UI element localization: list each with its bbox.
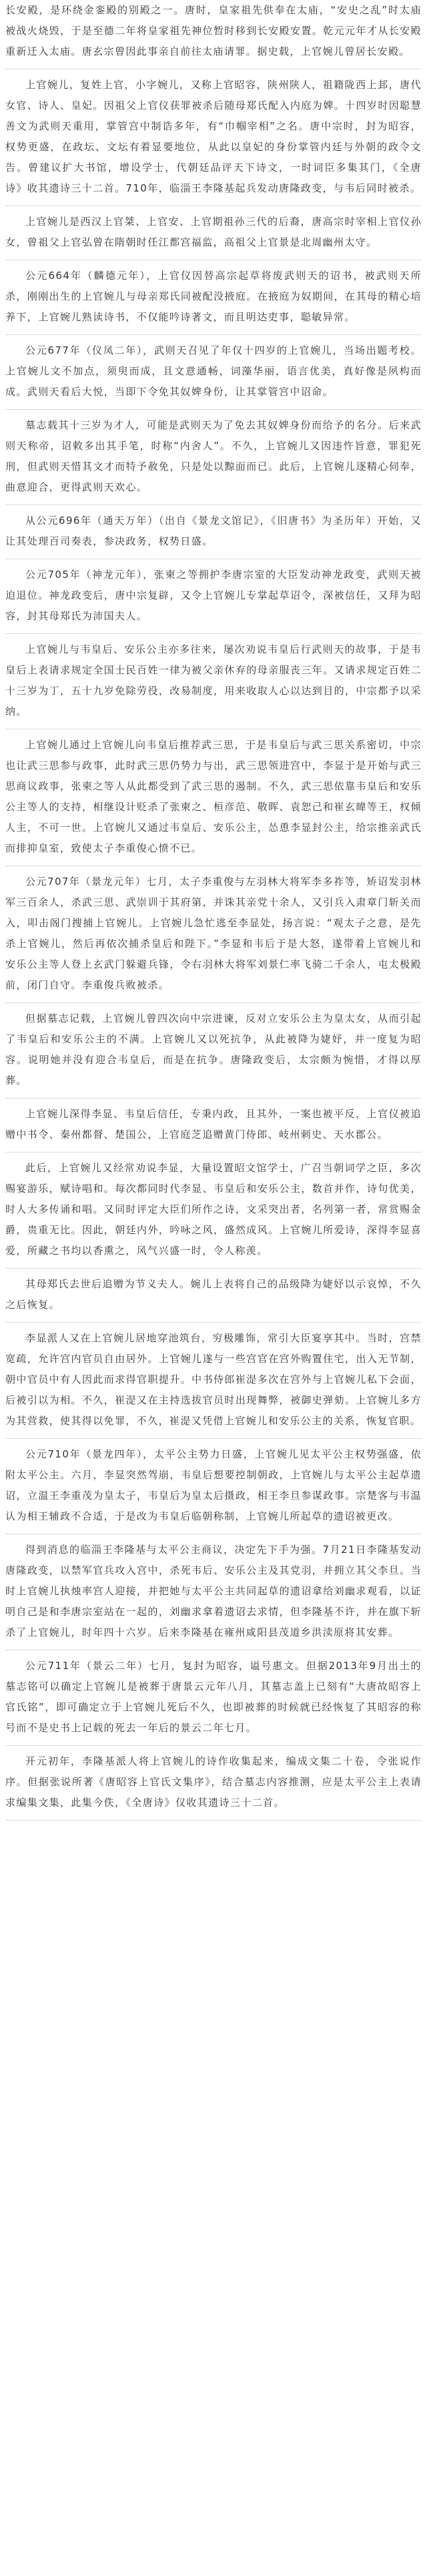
paragraph-14: 此后，上官婉儿又经常劝说李显，大量设置昭文馆学士，广召当朝词学之臣，多次赐宴游乐，赋诗唱和。每次都同时代李显、韦皇后和安乐公主，数首并作，诗句优美，时人大多传诵和唱。又同时评定大臣们所作之诗，文采突出者，名列第一者，常赏赐金爵，贵重无比。因此，朝廷内外，吟咏之风，盛然成风。上官婉儿所爱诗，深得李显喜爱，所藏之书均以香熏之，风气兴盛一时，令人称羡。 — [5, 1153, 422, 1269]
paragraph-11: 公元707年（景龙元年）七月，太子李重俊与左羽林大将军李多祚等，矫诏发羽林军三百余人，杀武三思、武崇训于其府第，并诛其亲党十余人，又引兵入肃章门斩关而入，叩击阁门搜捕上官婉儿。上官婉儿急忙逃至李显处，扬言说：“观太子之意，是先杀上官婉儿，然后再依次捕杀皇后和陛下。”李显和韦后于是大怒，遂带着上官婉儿和安乐公主等人登上玄武门躲避兵锋，令右羽林大将军刘景仁率飞骑二千余人，屯太极殿前，闭门自守。李重俊兵败被杀。 — [5, 866, 422, 1003]
paragraph-6: 墓志载其十三岁为才人，可能是武则天为了免去其奴婢身份而给予的名分。后来武则天称帝，诏敕多出其手笔，时称“内舍人”。不久，上官婉儿又因违忤旨意，罪犯死刑，但武则天惜其文才而特予赦免，只是处以黥面而已。此后，上官婉儿逐精心伺奉，曲意迎合，更得武则天欢心。 — [5, 410, 422, 505]
paragraph-15: 其母郑氏去世后追赠为节义夫人。婉儿上表将自己的品级降为婕妤以示哀悼，不久之后恢复。 — [5, 1269, 422, 1323]
paragraph-18: 得到消息的临淄王李隆基与太平公主商议，决定先下手为强。7月21日李隆基发动唐隆政变，以禁军官兵攻入宫中，杀死韦后、安乐公主及其党羽，并拥立其父李旦。当时上官婉儿执烛率宫人迎接，并把她与太平公主共同起草的遗诏拿给刘幽求观看，以证明自己是和李唐宗室站在一起的，刘幽求拿着遗诏去求情，但李隆基不许，并在旗下斩杀了上官婉儿，时年四十六岁。后来李隆基在雍州咸阳县茂道乡洪渎原将其安葬。 — [5, 1534, 422, 1650]
paragraph-19: 公元711年（景云二年）七月，复封为昭容，谥号惠文。但据2013年9月出土的墓志铭可以确定上官婉儿是被葬于唐景云元年八月，其墓志盖上已刻有“大唐故昭容上官氏铭”，即可确定立于上官婉儿死后不久，也即被葬的时候就已经恢复了其昭容的称号而不是史书上记载的死去一年后的景云二年七月。 — [5, 1650, 422, 1746]
paragraph-5: 公元677年（仪凤二年），武则天召见了年仅十四岁的上官婉儿，当场出题考校。上官婉儿文不加点，须臾而成，且文意通畅，词藻华丽，语言优美，真好像是夙构而成。武则天看后大悦，当即下令免其奴婢身份，让其掌管宫中诏命。 — [5, 335, 422, 410]
paragraph-20: 开元初年，李隆基派人将上官婉儿的诗作收集起来，编成文集二十卷，令张说作序。但据张说所著《唐昭容上官氏文集序》，结合墓志内容推测，应是太平公主上表请求编集文集，此集今佚，《全唐诗》仅收其遗诗三十二首。 — [5, 1746, 422, 1821]
paragraph-12: 但据墓志记载，上官婉儿曾四次向中宗进谏，反对立安乐公主为皇太女，从而引起了韦皇后和安乐公主的不满。上官婉儿又以死抗争，从此被降为婕妤，并一度复为昭容。说明她并没有迎合韦皇后，而是在抗争。唐隆政变后，太宗颇为惋惜，才得以厚葬。 — [5, 1003, 422, 1098]
paragraph-13: 上官婉儿深得李显、韦皇后信任，专秉内政，且其外，一案也被平反，上官仪被追赠中书令、秦州都督、楚国公，上官庭芝追赠黄门侍郎、岐州刺史、天水郡公。 — [5, 1098, 422, 1153]
paragraph-17: 公元710年（景龙四年），太平公主势力日盛，上官婉儿见太平公主权势强盛，依附太平公主。六月，李显突然驾崩，韦皇后想要控制朝政，上官婉儿与太平公主起草遗诏，立温王李重茂为皇太子，韦皇后为皇太后摄政，相王李旦参谋政事。宗楚客与韦温认为相王辅政不合适，于是改为韦皇后临朝称制，上官婉儿所起草的遗诏被更改。 — [5, 1439, 422, 1534]
paragraph-3: 上官婉儿是西汉上官桀、上官安、上官期祖孙三代的后裔，唐高宗时宰相上官仪孙女，曾祖父上官弘曾在隋朝时任江都宫福监，高祖父上官景是北周幽州太守。 — [5, 206, 422, 260]
paragraph-8: 公元705年（神龙元年），张柬之等拥护李唐宗室的大臣发动神龙政变，武则天被迫退位。神龙政变后，唐中宗复辟，又令上官婉儿专掌起草诏令，深被信任，又拜为昭容，封其母郑氏为沛国夫人。 — [5, 559, 422, 634]
paragraph-4: 公元664年（麟德元年），上官仪因替高宗起草将废武则天的诏书，被武则天所杀，刚刚出生的上官婉儿与母亲郑氏同被配没掖庭。在掖庭为奴期间，在其母的精心培养下，上官婉儿熟读诗书，不仅能吟诗著文，而且明达吏事，聪敏异常。 — [5, 260, 422, 335]
paragraph-10: 上官婉儿通过上官婉儿向韦皇后推荐武三思，于是韦皇后与武三思关系密切，中宗也让武三思参与政事，此时武三思仍势力与出，武三思领进宫中，李显于是开始与武三思商议政事，张柬之等人从此都受到了武三思的遏制。不久，武三思依靠韦皇后和安乐公主等人的支持，相继设计贬杀了张柬之、桓彦范、敬晖、袁恕己和崔玄暐等王，权倾人主，不可一世。上官婉儿又通过韦皇后、安乐公主，怂恿李显封公主，给宗推亲武氏而排抑皇室，致使太子李重俊心愤不已。 — [5, 729, 422, 866]
paragraph-16: 李显派人又在上官婉儿居地穿池筑台，穷极雕饰，常引大臣宴享其中。当时，宫禁宽疏，允许宫内官员自由居外。上官婉儿遂与一些宫官在宫外购置住宅，出入无节制，朝中官员中有人因此而求得官职提升。中书侍郎崔湜多次在宫外与上官婉儿私下会面，后被引以为相。不久，崔湜又在主持选拔官员时出现舞弊，被御史弹劾。上官婉儿多方为其营救，使其得以免罪，不久，崔湜又凭借上官婉儿和安乐公主的关系，恢复官职。 — [5, 1323, 422, 1439]
paragraph-2: 上官婉儿，复姓上官，小字婉儿，又称上官昭容，陕州陕人，祖籍陇西上邽，唐代女官、诗人、皇妃。因祖父上官仪获罪被杀后随母郑氏配入内庭为婢。十四岁时因聪慧善文为武则天重用，掌管宫中制诰多年，有“巾帼宰相”之名。唐中宗时，封为昭容，权势更盛，在政坛、文坛有着显要地位，从此以皇妃的身份掌管内廷与外朝的政令文告。曾建议扩大书馆，增设学士，代朝廷品评天下诗文，一时词臣多集其门，《全唐诗》收其遗诗三十二首。710年，临淄王李隆基起兵发动唐隆政变，与韦后同时被杀。 — [5, 69, 422, 206]
paragraph-9: 上官婉儿与韦皇后、安乐公主亦多往来，屡次劝说韦皇后行武则天的故事，于是韦皇后上表请求规定全国士民百姓一律为被父亲休弃的母亲服丧三年。又请求规定百姓二十三岁为丁，五十九岁免除劳役，改易制度，用来收取人心以达到目的，中宗都予以采纳。 — [5, 634, 422, 729]
paragraph-7: 从公元696年（通天万年）（出自《景龙文馆记》，《旧唐书》为圣历年）开始，又让其处理百司奏表，参决政务，权势日盛。 — [5, 505, 422, 559]
paragraph-1: 长安殿，是环绕金銮殿的别殿之一。唐时，皇家祖先供奉在太庙，“安史之乱”时太庙被战火烧毁，于是至德二年将皇家祖先神位暂时移到长安殿安置。乾元元年才从长安殿重新迁入太庙。唐玄宗曾因此事亲自前往太庙请罪。据史载，上官婉儿曾居长安殿。 — [5, 0, 422, 69]
